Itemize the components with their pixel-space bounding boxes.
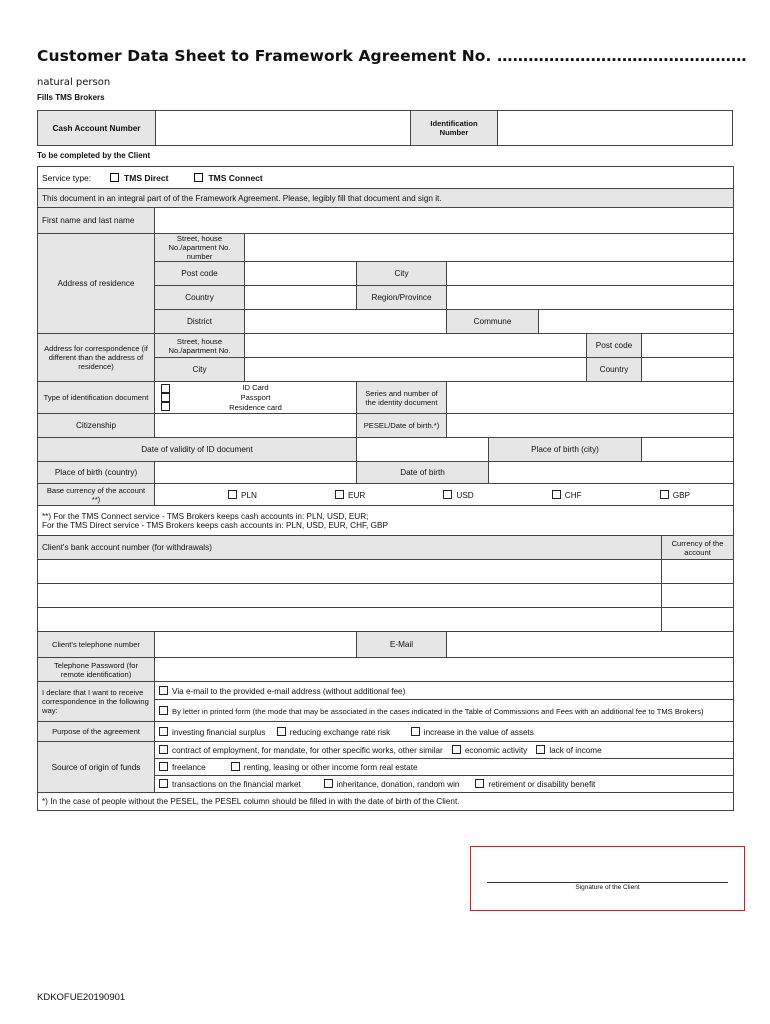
source-option-renting[interactable]: renting, leasing or other income form real estate — [231, 763, 418, 772]
post-code-label: Post code — [155, 262, 245, 286]
checkbox-icon[interactable] — [159, 706, 168, 715]
id-type-options — [155, 382, 357, 414]
checkbox-icon[interactable] — [159, 686, 168, 695]
id-type-label: Type of identification document — [38, 382, 155, 414]
corr-post-code-field[interactable] — [642, 334, 734, 358]
source-option-economic[interactable]: economic activity — [452, 746, 527, 755]
corr-street-label: Street, house No./apartment No. — [155, 334, 245, 358]
checkbox-icon[interactable] — [159, 762, 168, 771]
source-option-employment[interactable]: contract of employment, for mandate, for other specific works, other similar — [159, 746, 443, 755]
source-option-freelance[interactable]: freelance — [159, 763, 206, 772]
address-residence-label: Address of residence — [38, 234, 155, 334]
place-birth-city-field[interactable] — [642, 438, 734, 462]
service-type-row — [38, 167, 734, 189]
signature-box[interactable] — [470, 846, 745, 911]
source-row-1 — [155, 742, 734, 759]
id-option-id-card: ID Card — [242, 382, 269, 392]
checkbox-icon[interactable] — [159, 727, 168, 736]
source-option-no-income[interactable]: lack of income — [536, 746, 601, 755]
series-number-label: Series and number of the identity document — [357, 382, 447, 414]
commune-field[interactable] — [539, 310, 734, 334]
purpose-option-asset-value[interactable]: increase in the value of assets — [411, 728, 534, 737]
country-label: Country — [155, 286, 245, 310]
correspondence-address-label: Address for correspondence (if different than the address of residence) — [38, 334, 155, 382]
purpose-label: Purpose of the agreement — [38, 722, 155, 742]
currency-note-connect: **) For the TMS Connect service - TMS Brokers keeps cash accounts in: PLN, USD, EUR; — [42, 511, 369, 521]
checkbox-icon[interactable] — [411, 727, 420, 736]
corr-country-field[interactable] — [642, 358, 734, 382]
cash-account-field[interactable] — [156, 111, 411, 146]
tel-password-label: Telephone Password (for remote identification) — [38, 658, 155, 682]
street-label: Street, house No./apartment No. number — [155, 234, 245, 262]
source-option-inheritance[interactable]: inheritance, donation, random win — [324, 780, 460, 789]
account-table — [37, 110, 733, 146]
service-option-tms-direct[interactable]: TMS Direct — [110, 173, 168, 183]
region-label: Region/Province — [357, 286, 447, 310]
region-field[interactable] — [447, 286, 734, 310]
checkbox-icon[interactable] — [324, 779, 333, 788]
currency-option-eur[interactable]: EUR — [335, 490, 365, 500]
currency-options — [155, 484, 734, 506]
district-label: District — [155, 310, 245, 334]
checkbox-icon[interactable] — [552, 490, 561, 499]
city-label: City — [357, 262, 447, 286]
corr-city-field[interactable] — [245, 358, 587, 382]
currency-note-direct: For the TMS Direct service - TMS Brokers keeps cash accounts in: PLN, USD, EUR, CHF, GBP — [42, 520, 388, 530]
service-option-tms-connect[interactable]: TMS Connect — [194, 173, 262, 183]
id-option-passport: Passport — [240, 392, 271, 402]
currency-of-account-label: Currency of the account — [662, 536, 734, 560]
country-field[interactable] — [245, 286, 357, 310]
source-option-financial-market[interactable]: transactions on the financial market — [159, 780, 301, 789]
pesel-field[interactable] — [447, 414, 734, 438]
pesel-footnote: *) In the case of people without the PESEL, the PESEL column should be filled in with the date of birth of the Client. — [38, 793, 734, 811]
bank-account-label: Client's bank account number (for withdrawals) — [38, 536, 662, 560]
page-title: Customer Data Sheet to Framework Agreement No. ………………………………………… — [37, 47, 747, 65]
fills-note: Fills TMS Brokers — [37, 93, 105, 102]
first-last-name-label: First name and last name — [38, 208, 155, 234]
correspondence-way-label: I declare that I want to receive correspondence in the following way: — [38, 682, 155, 722]
currency-option-usd[interactable]: USD — [443, 490, 473, 500]
date-birth-label: Date of birth — [357, 462, 489, 484]
bank-currency-field-3[interactable] — [662, 608, 734, 632]
validity-label: Date of validity of ID document — [38, 438, 357, 462]
validity-field[interactable] — [357, 438, 489, 462]
corr-city-label: City — [155, 358, 245, 382]
corr-option-email[interactable]: Via e-mail to the provided e-mail address (without additional fee) — [155, 682, 734, 700]
place-birth-country-label: Place of birth (country) — [38, 462, 155, 484]
purpose-option-surplus[interactable]: investing financial surplus — [159, 728, 265, 737]
commune-label: Commune — [447, 310, 539, 334]
identification-field[interactable] — [498, 111, 733, 146]
bank-account-field-1[interactable] — [38, 560, 662, 584]
date-birth-field[interactable] — [489, 462, 734, 484]
checkbox-icon[interactable] — [159, 779, 168, 788]
corr-option-letter[interactable]: By letter in printed form (the mode that may be associated in the cases indicated in the Table of Commissions and Fees with an additional fee to TMS Brokers) — [155, 700, 734, 722]
tel-password-field[interactable] — [155, 658, 734, 682]
corr-post-code-label: Post code — [587, 334, 642, 358]
source-label: Source of origin of funds — [38, 742, 155, 793]
checkbox-icon[interactable] — [335, 490, 344, 499]
cash-account-label: Cash Account Number — [38, 111, 156, 146]
email-label: E-Mail — [357, 632, 447, 658]
currency-option-chf[interactable]: CHF — [552, 490, 582, 500]
identification-label: Identification Number — [411, 111, 498, 146]
pesel-label: PESEL/Date of birth.*) — [357, 414, 447, 438]
source-row-2 — [155, 759, 734, 776]
checkbox-icon[interactable] — [443, 490, 452, 499]
checkbox-icon[interactable] — [277, 727, 286, 736]
currency-option-gbp[interactable]: GBP — [660, 490, 690, 500]
series-number-field[interactable] — [447, 382, 734, 414]
email-field[interactable] — [447, 632, 734, 658]
bank-currency-field-2[interactable] — [662, 584, 734, 608]
document-code: KDKOFUE20190901 — [37, 992, 126, 1003]
purpose-options — [155, 722, 734, 742]
currency-notes — [38, 506, 734, 536]
citizenship-field[interactable] — [155, 414, 357, 438]
base-currency-label: Base currency of the account **) — [38, 484, 155, 506]
post-code-field[interactable] — [245, 262, 357, 286]
service-type-label: Service type: — [42, 172, 92, 183]
corr-street-field[interactable] — [245, 334, 587, 358]
city-field[interactable] — [447, 262, 734, 286]
purpose-option-exchange-risk[interactable]: reducing exchange rate risk — [277, 728, 391, 737]
signature-label: Signature of the Client — [575, 884, 640, 891]
telephone-field[interactable] — [155, 632, 357, 658]
checkbox-icon[interactable] — [194, 173, 203, 182]
checkbox-icon[interactable] — [159, 745, 168, 754]
bank-account-field-2[interactable] — [38, 584, 662, 608]
place-birth-city-label: Place of birth (city) — [489, 438, 642, 462]
checkbox-icon[interactable] — [475, 779, 484, 788]
id-option-residence-card: Residence card — [229, 402, 282, 412]
street-field[interactable] — [245, 234, 734, 262]
main-form-table — [37, 166, 734, 811]
telephone-label: Client's telephone number — [38, 632, 155, 658]
corr-country-label: Country — [587, 358, 642, 382]
signature-line — [487, 882, 728, 883]
source-row-3 — [155, 776, 734, 793]
checkbox-icon[interactable] — [110, 173, 119, 182]
currency-option-pln[interactable]: PLN — [228, 490, 257, 500]
checkbox-icon[interactable] — [452, 745, 461, 754]
citizenship-label: Citizenship — [38, 414, 155, 438]
district-field[interactable] — [245, 310, 447, 334]
subtitle: natural person — [37, 77, 111, 88]
bank-currency-field-1[interactable] — [662, 560, 734, 584]
bank-account-field-3[interactable] — [38, 608, 662, 632]
client-note: To be completed by the Client — [37, 151, 151, 160]
first-last-name-field[interactable] — [155, 208, 734, 234]
document-note: This document in an integral part of of the Framework Agreement. Please, legibly fill that document and sign it. — [38, 189, 734, 208]
checkbox-icon[interactable] — [231, 762, 240, 771]
source-option-retirement[interactable]: retirement or disability benefit — [475, 780, 595, 789]
checkbox-icon[interactable] — [228, 490, 237, 499]
checkbox-icon[interactable] — [660, 490, 669, 499]
checkbox-icon[interactable] — [536, 745, 545, 754]
place-birth-country-field[interactable] — [155, 462, 357, 484]
